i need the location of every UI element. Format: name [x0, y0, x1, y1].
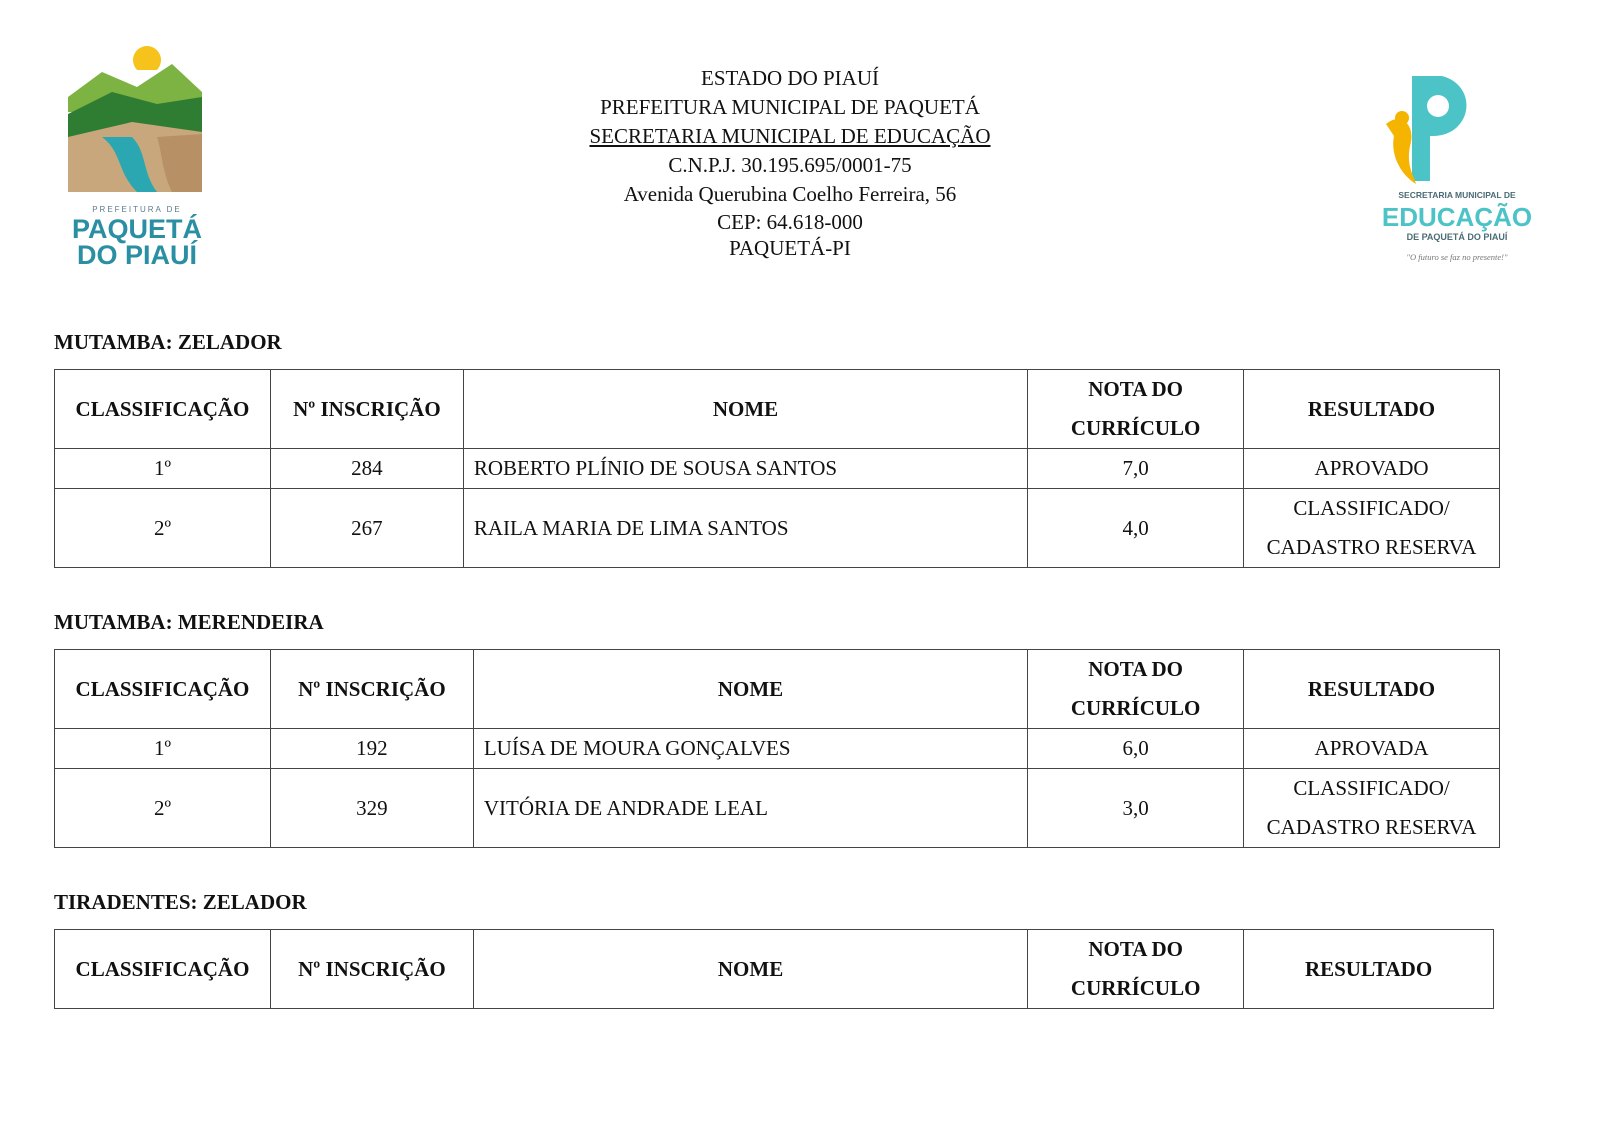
- logo-left-small-text: PREFEITURA DE: [92, 205, 182, 214]
- section-title-mutamba-merendeira: MUTAMBA: MERENDEIRA: [54, 610, 324, 634]
- cell-inscricao: 329: [270, 769, 473, 848]
- col-nota-line2: CURRÍCULO: [1070, 416, 1201, 440]
- logo-right-sub-text: DE PAQUETÁ DO PIAUÍ: [1406, 232, 1508, 242]
- cell-nome: LUÍSA DE MOURA GONÇALVES: [473, 729, 1027, 769]
- cell-nome: ROBERTO PLÍNIO DE SOUSA SANTOS: [463, 449, 1027, 489]
- cell-inscricao: 267: [270, 489, 463, 568]
- cell-resultado-line1: CLASSIFICADO/: [1293, 776, 1450, 800]
- section-title-tiradentes-zelador: TIRADENTES: ZELADOR: [54, 890, 307, 914]
- cell-inscricao: 192: [270, 729, 473, 769]
- cell-resultado: APROVADA: [1244, 729, 1500, 769]
- cell-nota: 7,0: [1028, 449, 1244, 489]
- col-nota-line2: CURRÍCULO: [1070, 696, 1201, 720]
- cell-resultado-line1: CLASSIFICADO/: [1293, 496, 1450, 520]
- logo-right-tagline: "O futuro se faz no presente!": [1406, 252, 1508, 262]
- logo-left-line1: PAQUETÁ: [71, 214, 203, 244]
- secretaria-logo: [1372, 66, 1542, 276]
- header-cep: CEP: 64.618-000: [717, 210, 863, 234]
- cell-resultado: [1244, 769, 1500, 848]
- header-city: PAQUETÁ-PI: [729, 236, 851, 260]
- col-nota-line1: NOTA DO: [1088, 657, 1183, 681]
- cell-resultado: APROVADO: [1244, 449, 1500, 489]
- col-nome: NOME: [473, 650, 1027, 729]
- col-resultado: RESULTADO: [1244, 650, 1500, 729]
- cell-classificacao: 1º: [55, 729, 271, 769]
- col-classificacao: CLASSIFICAÇÃO: [55, 650, 271, 729]
- col-nota-line2: CURRÍCULO: [1070, 976, 1201, 1000]
- prefeitura-logo: [62, 42, 212, 272]
- col-inscricao: Nº INSCRIÇÃO: [270, 370, 463, 449]
- cell-nome: VITÓRIA DE ANDRADE LEAL: [473, 769, 1027, 848]
- logo-right-small-text: SECRETARIA MUNICIPAL DE: [1398, 190, 1516, 200]
- header-state: ESTADO DO PIAUÍ: [701, 66, 879, 90]
- col-resultado: RESULTADO: [1244, 370, 1500, 449]
- header-secretaria: SECRETARIA MUNICIPAL DE EDUCAÇÃO: [589, 124, 991, 148]
- table-header-row: [55, 930, 1494, 1009]
- table-row: [55, 769, 1500, 848]
- prefeitura-emblem-icon: [62, 42, 212, 272]
- cell-resultado: [1244, 489, 1500, 568]
- table-row: [55, 729, 1500, 769]
- col-nota-line1: NOTA DO: [1088, 937, 1184, 961]
- col-nota: [1028, 930, 1244, 1009]
- header-prefeitura: PREFEITURA MUNICIPAL DE PAQUETÁ: [600, 95, 980, 119]
- cell-resultado-line2: CADASTRO RESERVA: [1266, 815, 1477, 839]
- header-cnpj: C.N.P.J. 30.195.695/0001-75: [668, 153, 912, 177]
- cell-nota: 4,0: [1028, 489, 1244, 568]
- cell-nota: 3,0: [1028, 769, 1244, 848]
- col-nota-line1: NOTA DO: [1088, 377, 1183, 401]
- col-nota: [1028, 650, 1244, 729]
- col-resultado: RESULTADO: [1244, 930, 1494, 1009]
- table-row: [55, 489, 1500, 568]
- cell-nota: 6,0: [1028, 729, 1244, 769]
- table-mutamba-zelador: [54, 369, 1500, 568]
- table-row: [55, 449, 1500, 489]
- section-title-mutamba-zelador: MUTAMBA: ZELADOR: [54, 330, 282, 354]
- col-classificacao: CLASSIFICAÇÃO: [55, 370, 271, 449]
- col-nome: NOME: [473, 930, 1027, 1009]
- col-classificacao: CLASSIFICAÇÃO: [55, 930, 271, 1009]
- table-mutamba-merendeira: [54, 649, 1500, 848]
- table-header-row: [55, 370, 1500, 449]
- document-header: [400, 64, 1180, 261]
- col-inscricao: Nº INSCRIÇÃO: [270, 650, 473, 729]
- cell-nome: RAILA MARIA DE LIMA SANTOS: [463, 489, 1027, 568]
- table-header-row: [55, 650, 1500, 729]
- cell-classificacao: 2º: [55, 769, 271, 848]
- secretaria-emblem-icon: [1372, 66, 1542, 276]
- cell-classificacao: 2º: [55, 489, 271, 568]
- table-tiradentes-zelador: [54, 929, 1494, 1009]
- col-nome: NOME: [463, 370, 1027, 449]
- logo-right-main-text: EDUCAÇÃO: [1381, 202, 1533, 232]
- col-inscricao: Nº INSCRIÇÃO: [270, 930, 473, 1009]
- cell-classificacao: 1º: [55, 449, 271, 489]
- header-address: Avenida Querubina Coelho Ferreira, 56: [623, 182, 957, 206]
- cell-inscricao: 284: [270, 449, 463, 489]
- logo-left-line2: DO PIAUÍ: [76, 240, 198, 270]
- col-nota: [1028, 370, 1244, 449]
- cell-resultado-line2: CADASTRO RESERVA: [1266, 535, 1477, 559]
